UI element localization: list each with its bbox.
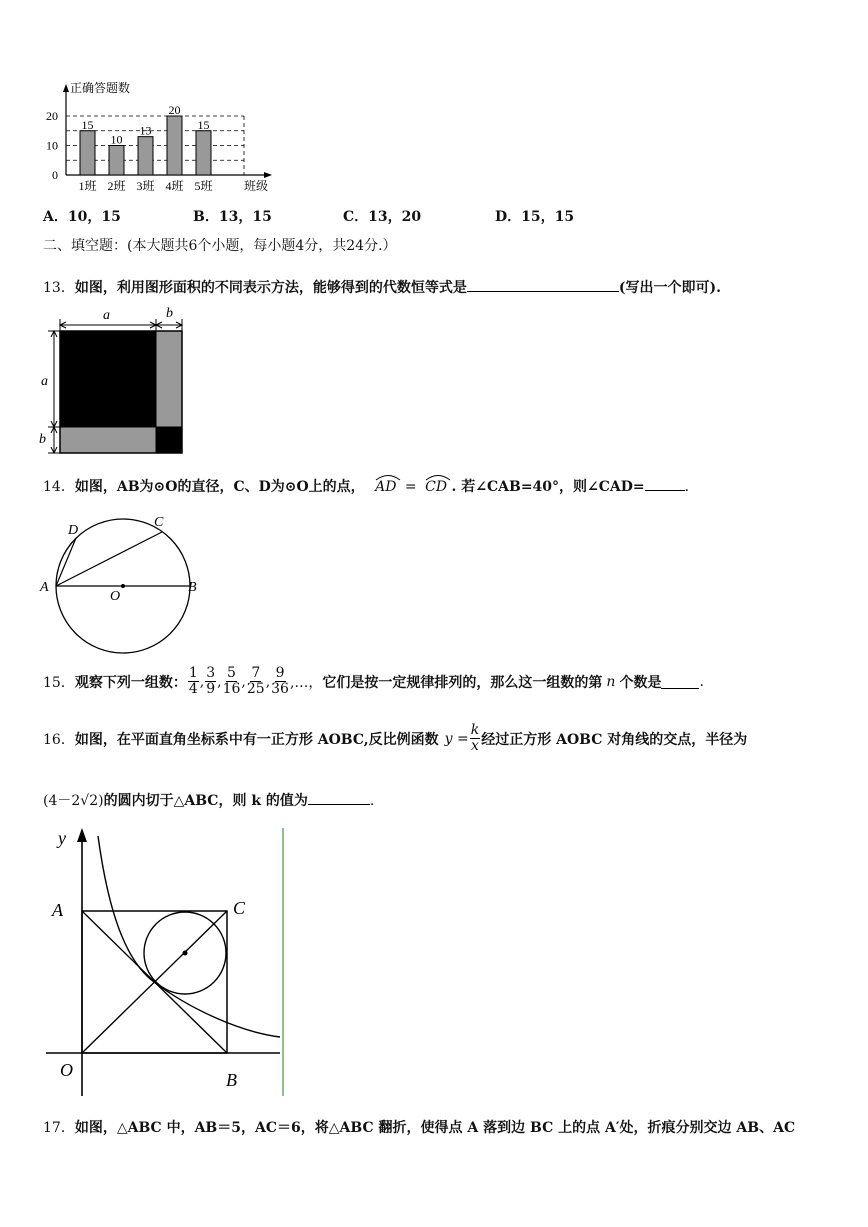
question-text: 如图，在平面直角坐标系中有一正方形 AOBC,反比例函数	[74, 731, 439, 748]
label-o: O	[110, 589, 121, 604]
label-o: O	[60, 1060, 73, 1080]
ytick-label: 20	[46, 109, 58, 123]
option-a[interactable]: A．10，15	[43, 209, 121, 225]
y-axis-arrow	[63, 84, 69, 92]
option-b[interactable]: B．13，15	[193, 209, 272, 225]
answer-blank[interactable]	[645, 476, 685, 491]
arc-ad: AD	[375, 479, 397, 495]
category-label: 2班	[107, 179, 126, 193]
arc-cd: CD	[425, 479, 448, 495]
label-a: A	[52, 900, 63, 920]
label-c: C	[154, 515, 164, 530]
data-label: 15	[197, 117, 210, 132]
q14-figure	[36, 510, 206, 660]
q13-figure	[36, 305, 188, 461]
category-label: 4班	[165, 179, 184, 193]
center-point	[121, 584, 125, 588]
section-header: 二、填空题：(本大题共6个小题，每小题4分，共24分.）	[43, 238, 397, 254]
category-label: 1班	[78, 179, 97, 193]
x-axis-label: 班级	[243, 179, 269, 193]
data-label: 15	[81, 117, 94, 132]
fraction-5: $\frac{9}{36}$	[271, 665, 289, 697]
question-lead: 观察下列一组数：	[74, 674, 187, 691]
data-label: 20	[168, 103, 181, 117]
question-17	[43, 1117, 795, 1137]
question-number: 16．	[43, 731, 75, 748]
hyperbola	[98, 836, 280, 1037]
label-b: B	[188, 580, 197, 595]
question-tail: (写出一个即可).	[618, 280, 721, 296]
bar-3	[138, 137, 153, 175]
category-label: 3班	[136, 179, 155, 193]
question-text: 它们是按一定规律排列的，那么这一组数的第	[322, 674, 603, 691]
bar-2	[109, 146, 124, 176]
fraction-4: $\frac{7}{25}$	[246, 665, 265, 697]
question-16-line2: (4－2√2)的圆内切于△ABC，则 k 的值为 .	[43, 790, 374, 810]
question-text-2: . 若∠CAB=40°，则∠CAD=	[451, 479, 645, 495]
question-text: 如图，AB为⊙O的直径，C、D为⊙O上的点，	[74, 479, 365, 495]
question-15: 15． 观察下列一组数： $\frac{1}{4}$ , $\frac{3}{9}$ , $\frac{5}{16}$ , $\frac{7}{25}$ , $\frac{9}{36}$ ,…， 它们是按一定规律排列的，那么这一组数的第 n 个数是 .	[43, 665, 704, 697]
function-y: y =	[444, 730, 469, 747]
answer-blank[interactable]	[467, 277, 619, 292]
chart-text	[46, 80, 268, 193]
rect-ab-right	[156, 331, 182, 427]
label-a: A	[40, 580, 49, 595]
fraction-1: $\frac{1}{4}$	[188, 665, 198, 697]
x-axis-arrow	[264, 172, 272, 178]
rect-ab-bottom	[60, 427, 156, 453]
radius-expression: (4－2√2)	[43, 793, 104, 809]
ytick-label: 0	[52, 168, 58, 182]
label-a-top: a	[103, 308, 110, 323]
ytick-label: 10	[46, 138, 58, 153]
question-text-2: 经过正方形 AOBC 对角线的交点，半径为	[481, 731, 748, 748]
question-13	[43, 277, 721, 297]
question-number: 15．	[43, 674, 75, 691]
answer-blank[interactable]	[661, 674, 699, 689]
label-b-left: b	[39, 432, 46, 447]
question-number: 13．	[43, 280, 75, 296]
label-b-top: b	[166, 306, 173, 321]
fraction-2: $\frac{3}{9}$	[206, 665, 216, 697]
equals-sign: =	[404, 479, 417, 495]
question-number: 17．	[43, 1120, 75, 1136]
question-text: 如图，△ABC 中，AB＝5，AC＝6，将△ABC 翻折，使得点 A 落到边 BC 上的点 A′处，折痕分别交边 AB、AC	[74, 1120, 796, 1136]
bar-1	[80, 131, 95, 175]
bar-4	[167, 116, 182, 175]
question-text-3: 的圆内切于△ABC，则 k 的值为	[103, 793, 308, 809]
square-b	[156, 427, 182, 453]
label-d: D	[68, 523, 79, 538]
fraction-3: $\frac{5}{16}$	[222, 665, 241, 697]
bar-chart	[40, 78, 280, 196]
option-d[interactable]: D．15，15	[495, 209, 575, 225]
chord-ad	[56, 538, 76, 586]
category-label: 5班	[194, 179, 213, 193]
option-c[interactable]: C．13，20	[343, 209, 422, 225]
y-axis-arrow	[77, 828, 87, 842]
question-14: 14．如图，AB为⊙O的直径，C、D为⊙O上的点， AD = CD . 若∠CAB=40°，则∠CAD= .	[43, 476, 689, 496]
data-label: 10	[110, 132, 123, 147]
function-fraction: $\frac{k}{x}$	[470, 722, 480, 754]
square-a	[60, 331, 156, 427]
variable-n: n	[606, 673, 616, 690]
question-text: 如图，利用图形面积的不同表示方法，能够得到的代数恒等式是	[74, 280, 467, 296]
chord-ac	[56, 532, 162, 586]
ellipsis: ,…，	[289, 674, 323, 691]
bar-5	[196, 131, 211, 175]
label-a-left: a	[41, 374, 48, 389]
incircle-center	[183, 951, 188, 956]
label-y: y	[58, 828, 66, 848]
y-axis-label: 正确答题数	[70, 81, 131, 95]
question-number: 14．	[43, 479, 75, 495]
q16-figure	[40, 824, 290, 1100]
question-text-2: 个数是	[619, 674, 662, 691]
answer-blank[interactable]	[308, 790, 370, 805]
data-label: 13	[139, 123, 152, 138]
label-b: B	[226, 1070, 237, 1090]
label-c: C	[233, 898, 246, 918]
question-16	[43, 723, 747, 754]
